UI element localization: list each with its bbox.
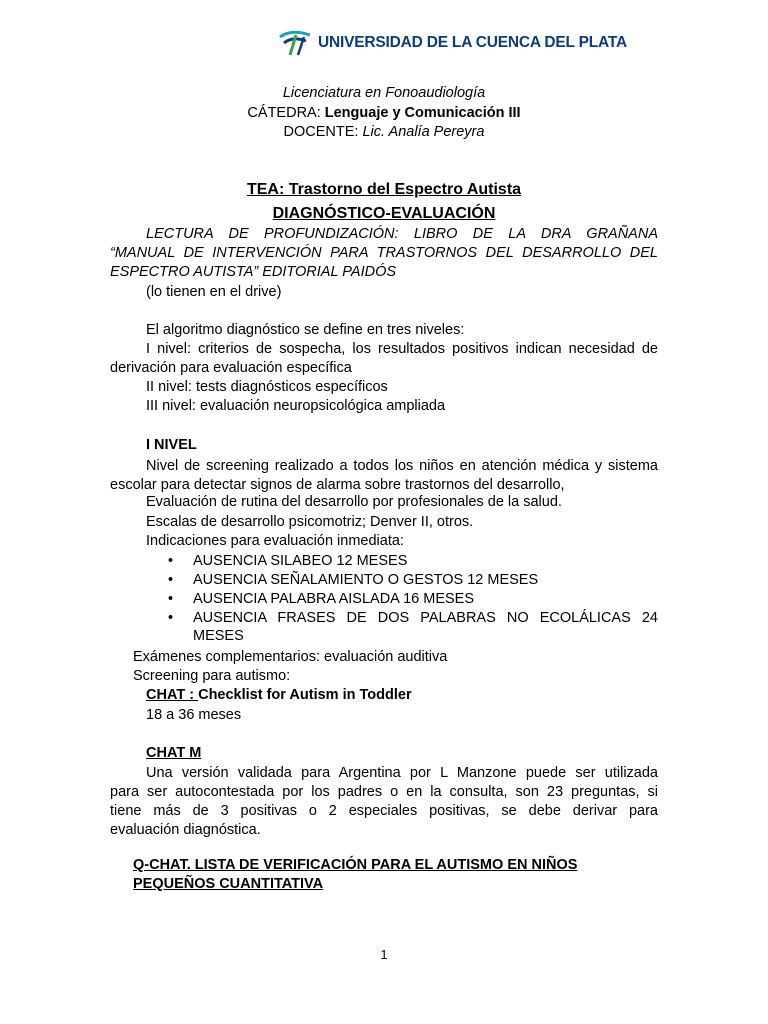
doc-subtitle: [0, 205, 768, 223]
list-item-text: AUSENCIA FRASES DE DOS PALABRAS NO ECOLÁLICAS 24: [193, 610, 658, 626]
university-emblem-icon: [278, 29, 312, 57]
reading-line-2: “MANUAL DE INTERVENCIÓN PARA TRASTORNOS DEL DESARROLLO DEL: [110, 245, 658, 261]
reading-line-3: ESPECTRO AUTISTA” EDITORIAL PAIDÓS: [110, 264, 397, 280]
doc-title: [0, 181, 768, 199]
chatm-line-2: para ser autocontestada por los padres o en la consulta, son 23 preguntas, si: [110, 784, 658, 800]
list-item-text: AUSENCIA SILABEO 12 MESES: [193, 553, 408, 569]
chat-line: [146, 687, 412, 703]
chat-value: Checklist for Autism in Toddler: [198, 687, 412, 703]
nivel1-p1b: escolar para detectar signos de alarma sobre trastornos del desarrollo,: [110, 477, 565, 493]
exams-line: Exámenes complementarios: evaluación auditiva: [133, 649, 448, 665]
chair-label: CÁTEDRA:: [247, 105, 325, 121]
qchat-heading-2: PEQUEÑOS CUANTITATIVA: [133, 876, 324, 892]
chatm-line-1: Una versión validada para Argentina por L Manzone puede ser utilizada: [146, 765, 658, 781]
doc-title-line1: TEA: Trastorno del Espectro Autista: [246, 181, 522, 198]
teacher-value: Lic. Analía Pereyra: [362, 124, 485, 140]
page-number: 1: [380, 947, 388, 962]
reading-note: (lo tienen en el drive): [146, 284, 282, 300]
chat-age: 18 a 36 meses: [146, 707, 242, 723]
teacher-label: DOCENTE:: [283, 124, 363, 140]
career-line: Licenciatura en Fonoaudiología: [282, 85, 486, 101]
nivel1-heading: I NIVEL: [146, 437, 197, 453]
chair-value: Lenguaje y Comunicación III: [324, 105, 521, 121]
algorithm-level1-b: derivación para evaluación específica: [110, 360, 352, 376]
nivel1-p1a: Nivel de screening realizado a todos los niños en atención médica y sistema: [146, 458, 658, 474]
chat-label: CHAT :: [146, 687, 199, 703]
algorithm-level1-a: I nivel: criterios de sospecha, los resultados positivos indican necesidad de: [146, 341, 658, 357]
screening-line: Screening para autismo:: [133, 668, 291, 684]
algorithm-level2: II nivel: tests diagnósticos específicos: [146, 379, 388, 395]
nivel1-p3: Escalas de desarrollo psicomotriz; Denver II, otros.: [146, 514, 474, 530]
chair-line: [0, 105, 768, 121]
university-name: UNIVERSIDAD DE LA CUENCA DEL PLATA: [318, 34, 627, 51]
teacher-line: [0, 124, 768, 140]
algorithm-level3: III nivel: evaluación neuropsicológica ampliada: [146, 398, 446, 414]
chatm-heading: CHAT M: [146, 745, 202, 761]
reading-line-1: LECTURA DE PROFUNDIZACIÓN: LIBRO DE LA DRA GRAÑANA: [146, 226, 658, 242]
list-item-text: AUSENCIA SEÑALAMIENTO O GESTOS 12 MESES: [193, 572, 539, 588]
university-logo: [278, 28, 627, 58]
list-item-continuation: MESES: [193, 628, 244, 644]
qchat-heading-1: Q-CHAT. LISTA DE VERIFICACIÓN PARA EL AUTISMO EN NIÑOS: [133, 857, 578, 873]
list-item-text: AUSENCIA PALABRA AISLADA 16 MESES: [193, 591, 475, 607]
chatm-line-3: tiene más de 3 positivas o 2 especiales positivas, se debe derivar para: [110, 803, 658, 819]
doc-title-line2: DIAGNÓSTICO-EVALUACIÓN: [272, 205, 496, 222]
nivel1-p4: Indicaciones para evaluación inmediata:: [146, 533, 404, 549]
nivel1-p2: Evaluación de rutina del desarrollo por profesionales de la salud.: [146, 494, 562, 510]
chatm-line-4: evaluación diagnóstica.: [110, 822, 261, 838]
algorithm-intro: El algoritmo diagnóstico se define en tres niveles:: [146, 322, 465, 338]
